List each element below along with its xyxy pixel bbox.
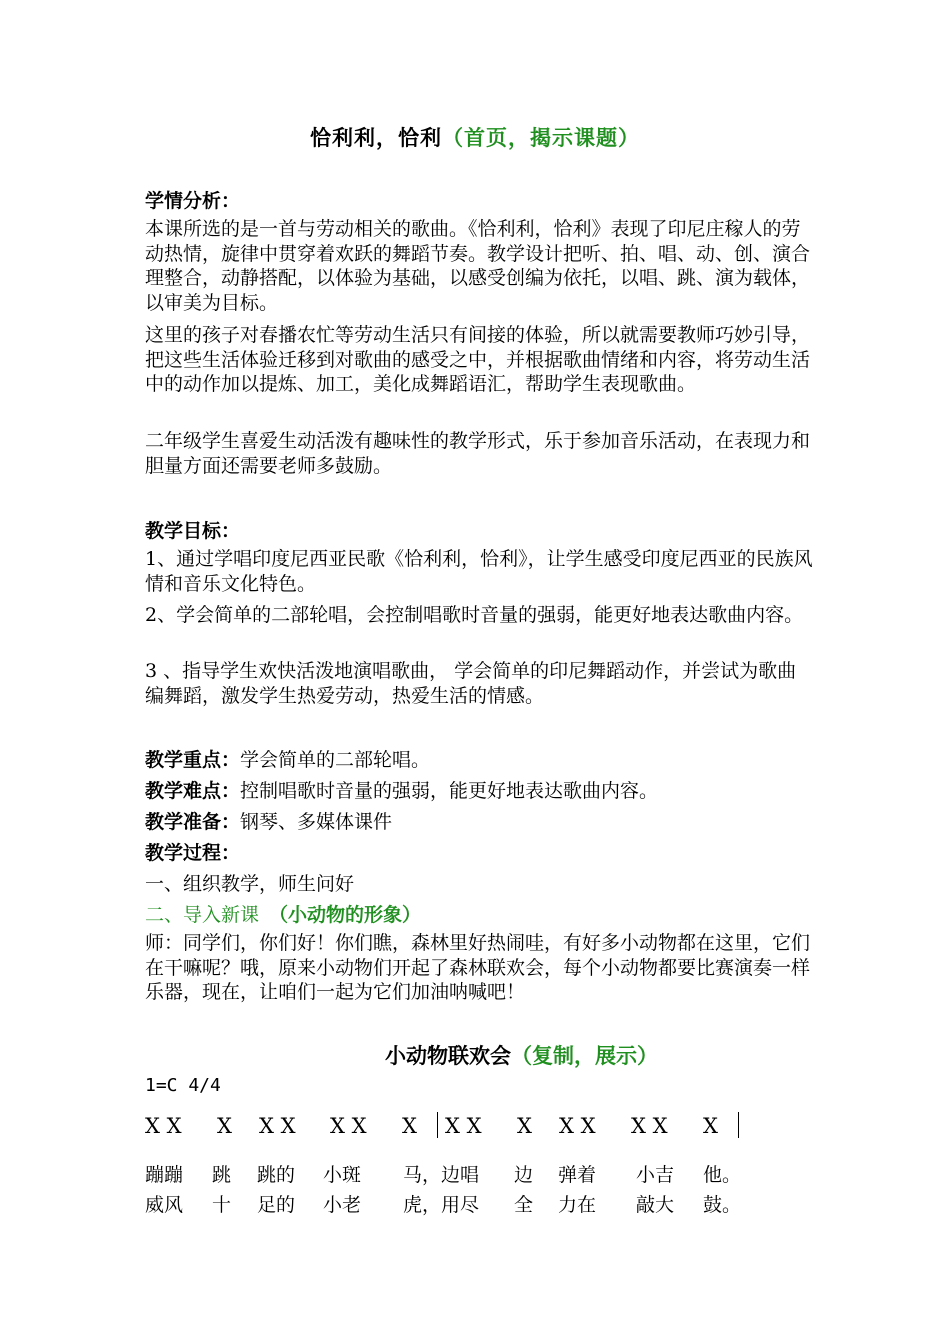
song-title-main: 小动物联欢会 bbox=[385, 1043, 511, 1068]
lyric-word: 跳的 bbox=[257, 1164, 296, 1186]
difficulty-label: 教学难点： bbox=[145, 780, 241, 802]
teaching-difficulty bbox=[145, 776, 658, 803]
lesson-title-main: 恰利利，恰利 bbox=[310, 125, 442, 150]
analysis-paragraph-2: 这里的孩子对春播农忙等劳动生活只有间接的体验，所以就需要教师巧妙引导，把这些生活体验迁移到对歌曲的感受之中，并根据歌曲情绪和内容，将劳动生活中的动作加以提炼、加工，美化成舞蹈语汇，帮助学生表现歌曲。 bbox=[145, 324, 811, 395]
lyric-word: 全 bbox=[514, 1194, 534, 1216]
rhythm-note: X X bbox=[445, 1114, 482, 1138]
lyric-word: 威风 bbox=[145, 1194, 184, 1216]
teaching-focus bbox=[145, 745, 430, 772]
song-title bbox=[385, 1040, 658, 1070]
process-step-2 bbox=[145, 900, 421, 927]
lyric-word: 十 bbox=[212, 1194, 232, 1216]
rhythm-note: X bbox=[217, 1114, 232, 1138]
analysis-heading: 学情分析： bbox=[145, 190, 241, 212]
step2-text: 二、导入新课 bbox=[145, 904, 260, 926]
lyric-word: 小老 bbox=[323, 1194, 362, 1216]
lyric-word: 小吉 bbox=[636, 1164, 675, 1186]
lyric-word: 足的 bbox=[257, 1194, 296, 1216]
analysis-paragraph-1: 本课所选的是一首与劳动相关的歌曲。《恰利利，恰利》表现了印尼庄稼人的劳动热情，旋律中贯穿着欢跃的舞蹈节奏。教学设计把听、拍、唱、动、创、演合理整合，动静搭配，以体验为基础，以感受创编为依托，以唱、跳、演为载体，以审美为目标。 bbox=[145, 218, 811, 314]
goal-1: 1、通过学唱印度尼西亚民歌《恰利利，恰利》，让学生感受印度尼西亚的民族风情和音乐文化特色。 bbox=[145, 548, 813, 595]
goal-2: 2、学会简单的二部轮唱，会控制唱歌时音量的强弱，能更好地表达歌曲内容。 bbox=[145, 604, 804, 626]
focus-label: 教学重点： bbox=[145, 749, 241, 771]
teaching-prep bbox=[145, 807, 392, 834]
lyric-word: 虎，用尽 bbox=[403, 1194, 480, 1216]
song-title-note: （复制，展示） bbox=[511, 1043, 658, 1068]
goal-3: 3 、指导学生欢快活泼地演唱歌曲， 学会简单的印尼舞蹈动作，并尝试为歌曲编舞蹈，激发学生热爱劳动，热爱生活的情感。 bbox=[145, 660, 797, 707]
lyric-word: 他。 bbox=[703, 1164, 742, 1186]
bar-line bbox=[738, 1112, 739, 1138]
rhythm-note: X X bbox=[559, 1114, 596, 1138]
rhythm-note: X X bbox=[145, 1114, 182, 1138]
lyric-word: 蹦蹦 bbox=[145, 1164, 184, 1186]
difficulty-text: 控制唱歌时音量的强弱，能更好地表达歌曲内容。 bbox=[240, 780, 659, 802]
rhythm-note: X X bbox=[259, 1114, 296, 1138]
teacher-speech: 师：同学们，你们好！你们瞧，森林里好热闹哇，有好多小动物都在这里，它们在干嘛呢？哦，原来小动物们开起了森林联欢会，每个小动物都要比赛演奏一样乐器，现在，让咱们一起为它们加油呐喊吧！ bbox=[145, 932, 811, 1003]
lyric-word: 力在 bbox=[558, 1194, 597, 1216]
rhythm-note: X X bbox=[330, 1114, 367, 1138]
goals-heading: 教学目标： bbox=[145, 520, 241, 542]
lesson-title bbox=[0, 122, 950, 152]
prep-label: 教学准备： bbox=[145, 811, 241, 833]
lyric-word: 小斑 bbox=[323, 1164, 362, 1186]
focus-text: 学会简单的二部轮唱。 bbox=[240, 749, 431, 771]
process-step-1: 一、组织教学，师生问好 bbox=[145, 873, 355, 895]
lyric-word: 边 bbox=[514, 1164, 534, 1186]
song-key: 1=C 4/4 bbox=[145, 1075, 221, 1096]
lesson-title-note: （首页，揭示课题） bbox=[442, 125, 640, 150]
rhythm-note: X bbox=[402, 1114, 417, 1138]
rhythm-note: X bbox=[703, 1114, 718, 1138]
bar-line bbox=[437, 1112, 438, 1138]
analysis-paragraph-3: 二年级学生喜爱生动活泼有趣味性的教学形式，乐于参加音乐活动，在表现力和胆量方面还需要老师多鼓励。 bbox=[145, 430, 811, 477]
rhythm-note: X X bbox=[631, 1114, 668, 1138]
rhythm-note: X bbox=[517, 1114, 532, 1138]
lyric-word: 马，边唱 bbox=[403, 1164, 480, 1186]
lyric-word: 弹着 bbox=[558, 1164, 597, 1186]
lyric-word: 鼓。 bbox=[703, 1194, 742, 1216]
lyric-word: 跳 bbox=[212, 1164, 232, 1186]
prep-text: 钢琴、多媒体课件 bbox=[240, 811, 393, 833]
lyric-word: 敲大 bbox=[636, 1194, 675, 1216]
process-label: 教学过程： bbox=[145, 842, 241, 864]
step2-note: （小动物的形象） bbox=[269, 904, 422, 926]
